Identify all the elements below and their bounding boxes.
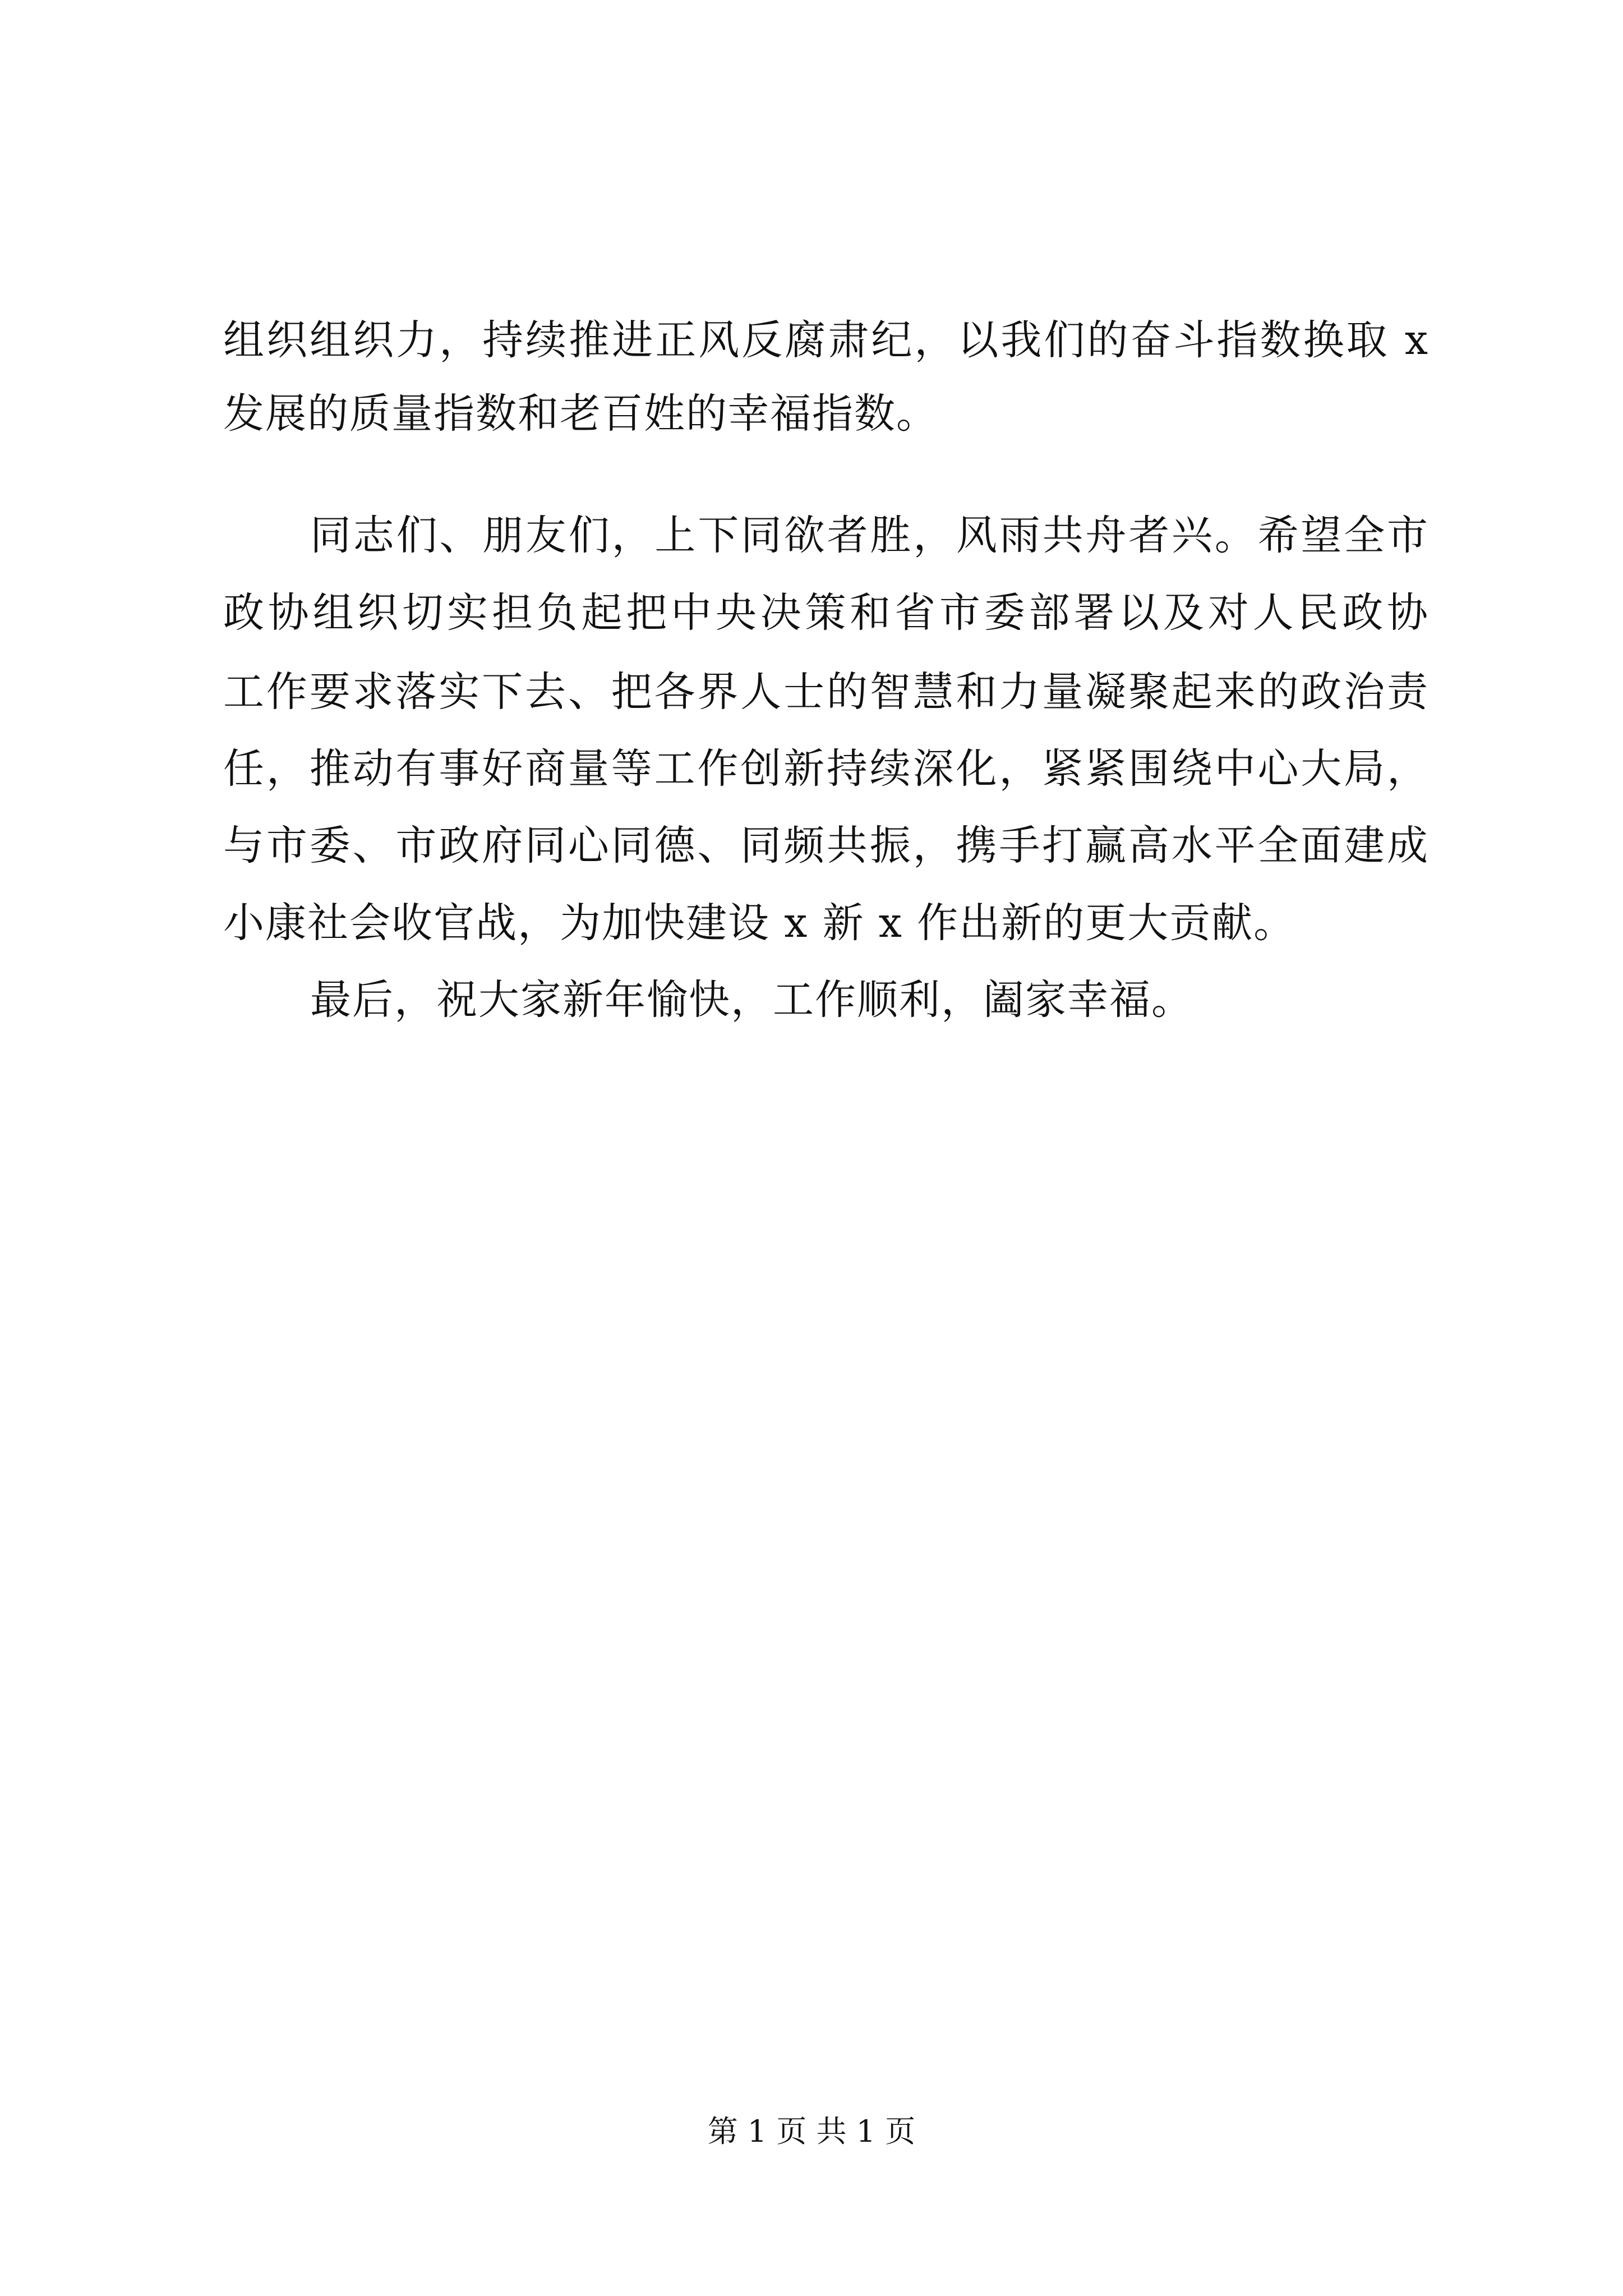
paragraph-2-line-2: 政协组织切实担负起把中央决策和省市委部署以及对人民政协 <box>223 589 1429 637</box>
paragraph-2-line-3: 工作要求落实下去、把各界人士的智慧和力量凝聚起来的政治责 <box>223 668 1429 716</box>
paragraph-2-line-1: 同志们、朋友们，上下同欲者胜，风雨共舟者兴。希望全市 <box>310 512 1429 559</box>
page-number-footer: 第 1 页 共 1 页 <box>707 2114 916 2149</box>
paragraph-2-line-4: 任，推动有事好商量等工作创新持续深化，紧紧围绕中心大局， <box>223 745 1429 793</box>
paragraph-2-line-5: 与市委、市政府同心同德、同频共振，携手打赢高水平全面建成 <box>223 822 1429 869</box>
paragraph-3-line-1: 最后，祝大家新年愉快，工作顺利，阖家幸福。 <box>310 976 1193 1024</box>
paragraph-1-line-1: 组织组织力，持续推进正风反腐肃纪，以我们的奋斗指数换取 x <box>223 316 1429 364</box>
paragraph-1-line-2: 发展的质量指数和老百姓的幸福指数。 <box>223 390 938 438</box>
paragraph-2-line-6: 小康社会收官战，为加快建设 x 新 x 作出新的更大贡献。 <box>223 899 1296 947</box>
